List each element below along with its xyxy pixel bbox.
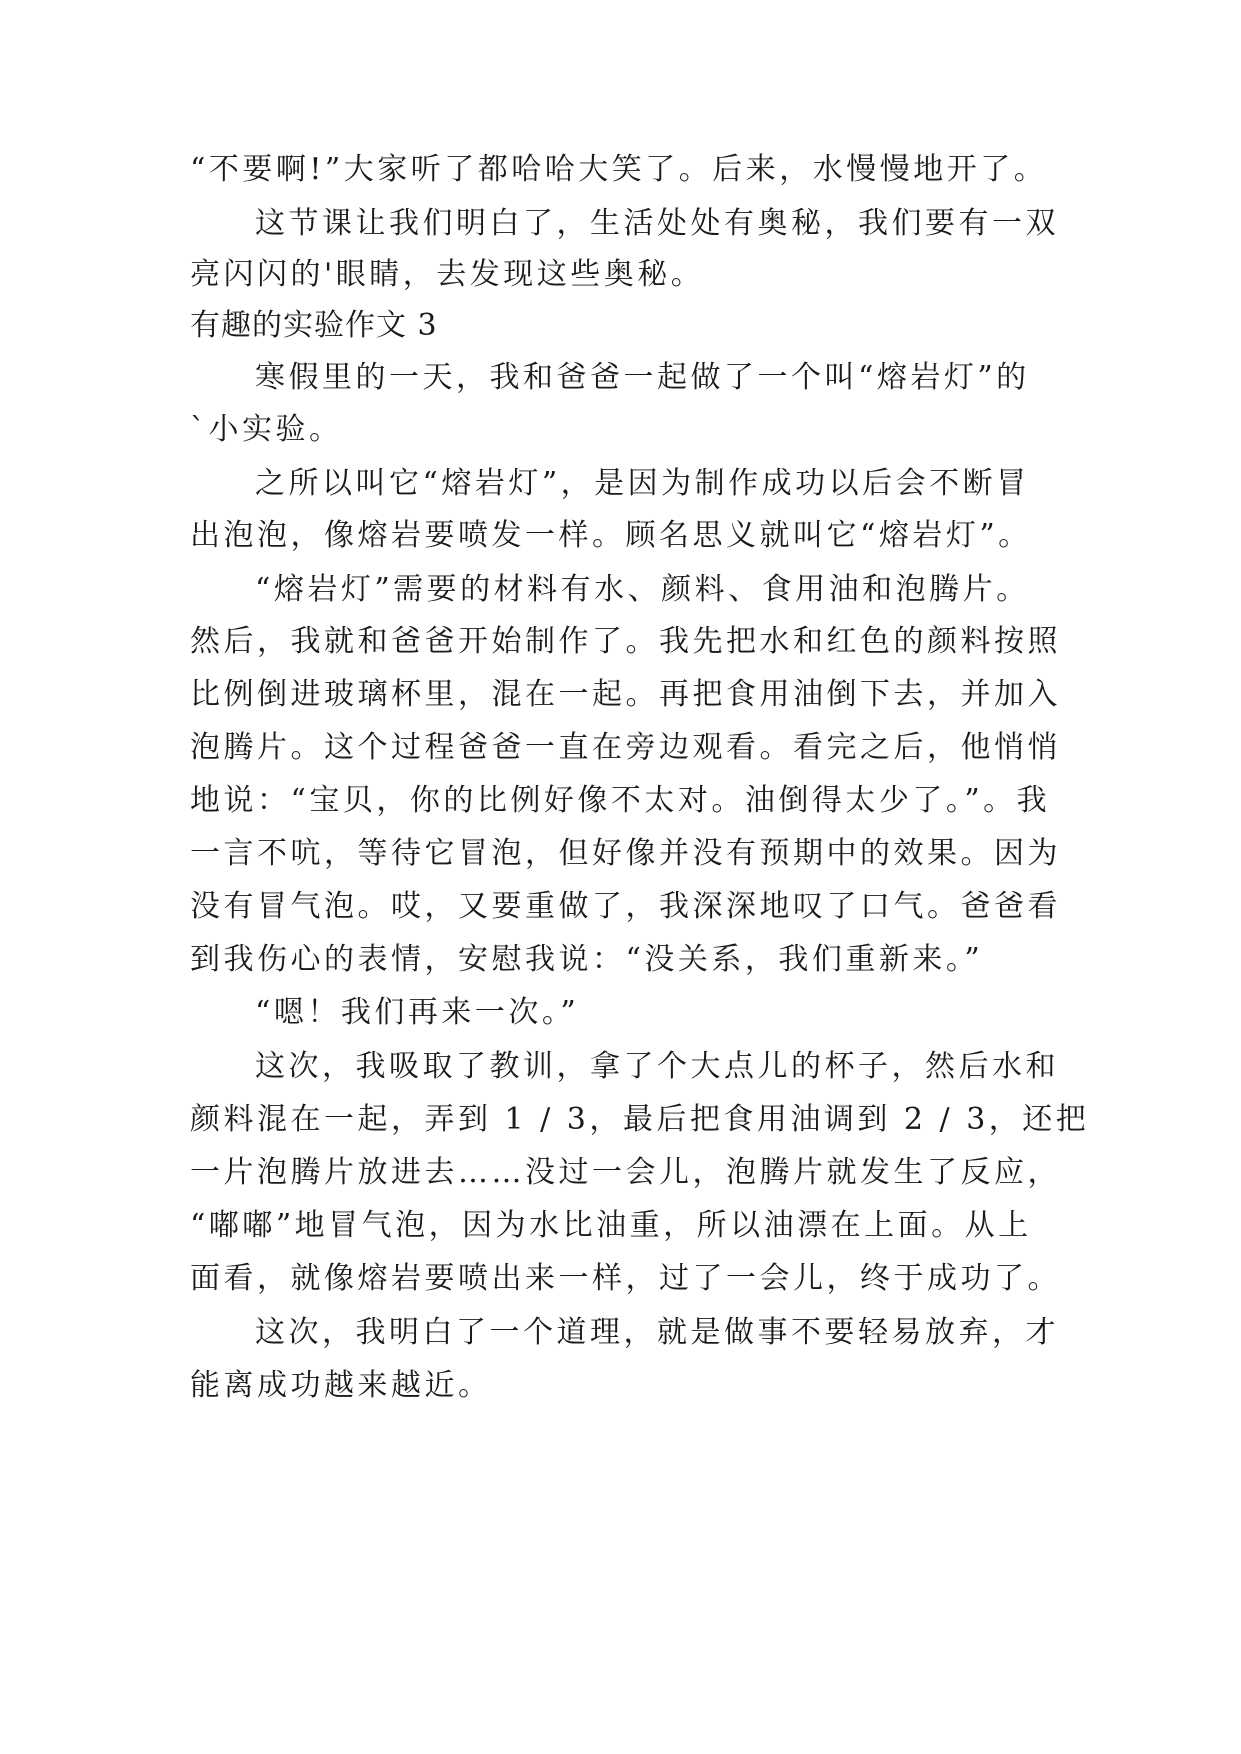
- text-line: 这次，我明白了一个道理，就是做事不要轻易放弃，才: [255, 1315, 1059, 1350]
- text-line: 一片泡腾片放进去……没过一会儿，泡腾片就发生了反应，: [190, 1155, 1061, 1190]
- text-line: 出泡泡，像熔岩要喷发一样。顾名思义就叫它“熔岩灯”。: [190, 518, 1032, 553]
- text-line: 面看，就像熔岩要喷出来一样，过了一会儿，终于成功了。: [190, 1261, 1061, 1296]
- text-line: 然后，我就和爸爸开始制作了。我先把水和红色的颜料按照: [190, 624, 1061, 659]
- text-line: 地说：“宝贝，你的比例好像不太对。油倒得太少了。”。我: [190, 783, 1051, 818]
- text-line: 颜料混在一起，弄到 1 / 3，最后把食用油调到 2 / 3，还把: [190, 1102, 1090, 1137]
- text-line: 比例倒进玻璃杯里，混在一起。再把食用油倒下去，并加入: [190, 677, 1061, 712]
- text-line: 能离成功越来越近。: [190, 1368, 492, 1403]
- text-line: 一言不吭，等待它冒泡，但好像并没有预期中的效果。因为: [190, 836, 1061, 871]
- text-line: 这节课让我们明白了，生活处处有奥秘，我们要有一双: [255, 206, 1059, 241]
- text-line: “嗯！我们再来一次。”: [255, 995, 580, 1030]
- section-title: 有趣的实验作文 3: [190, 308, 438, 343]
- text-line: 泡腾片。这个过程爸爸一直在旁边观看。看完之后，他悄悄: [190, 730, 1061, 765]
- text-line: 亮闪闪的'眼睛，去发现这些奥秘。: [190, 257, 705, 292]
- text-line: `小实验。: [190, 412, 343, 447]
- text-line: 没有冒气泡。哎，又要重做了，我深深地叹了口气。爸爸看: [190, 889, 1061, 924]
- text-line: 这次，我吸取了教训，拿了个大点儿的杯子，然后水和: [255, 1049, 1059, 1084]
- text-line: 到我伤心的表情，安慰我说：“没关系，我们重新来。”: [190, 942, 984, 977]
- text-line: “不要啊!”大家听了都哈哈大笑了。后来，水慢慢地开了。: [190, 152, 1048, 187]
- text-line: 之所以叫它“熔岩灯”，是因为制作成功以后会不断冒: [255, 466, 1030, 501]
- text-line: 寒假里的一天，我和爸爸一起做了一个叫“熔岩灯”的: [255, 360, 1030, 395]
- text-line: “嘟嘟”地冒气泡，因为水比油重，所以油漂在上面。从上: [190, 1208, 1032, 1243]
- text-line: “熔岩灯”需要的材料有水、颜料、食用油和泡腾片。: [255, 572, 1030, 607]
